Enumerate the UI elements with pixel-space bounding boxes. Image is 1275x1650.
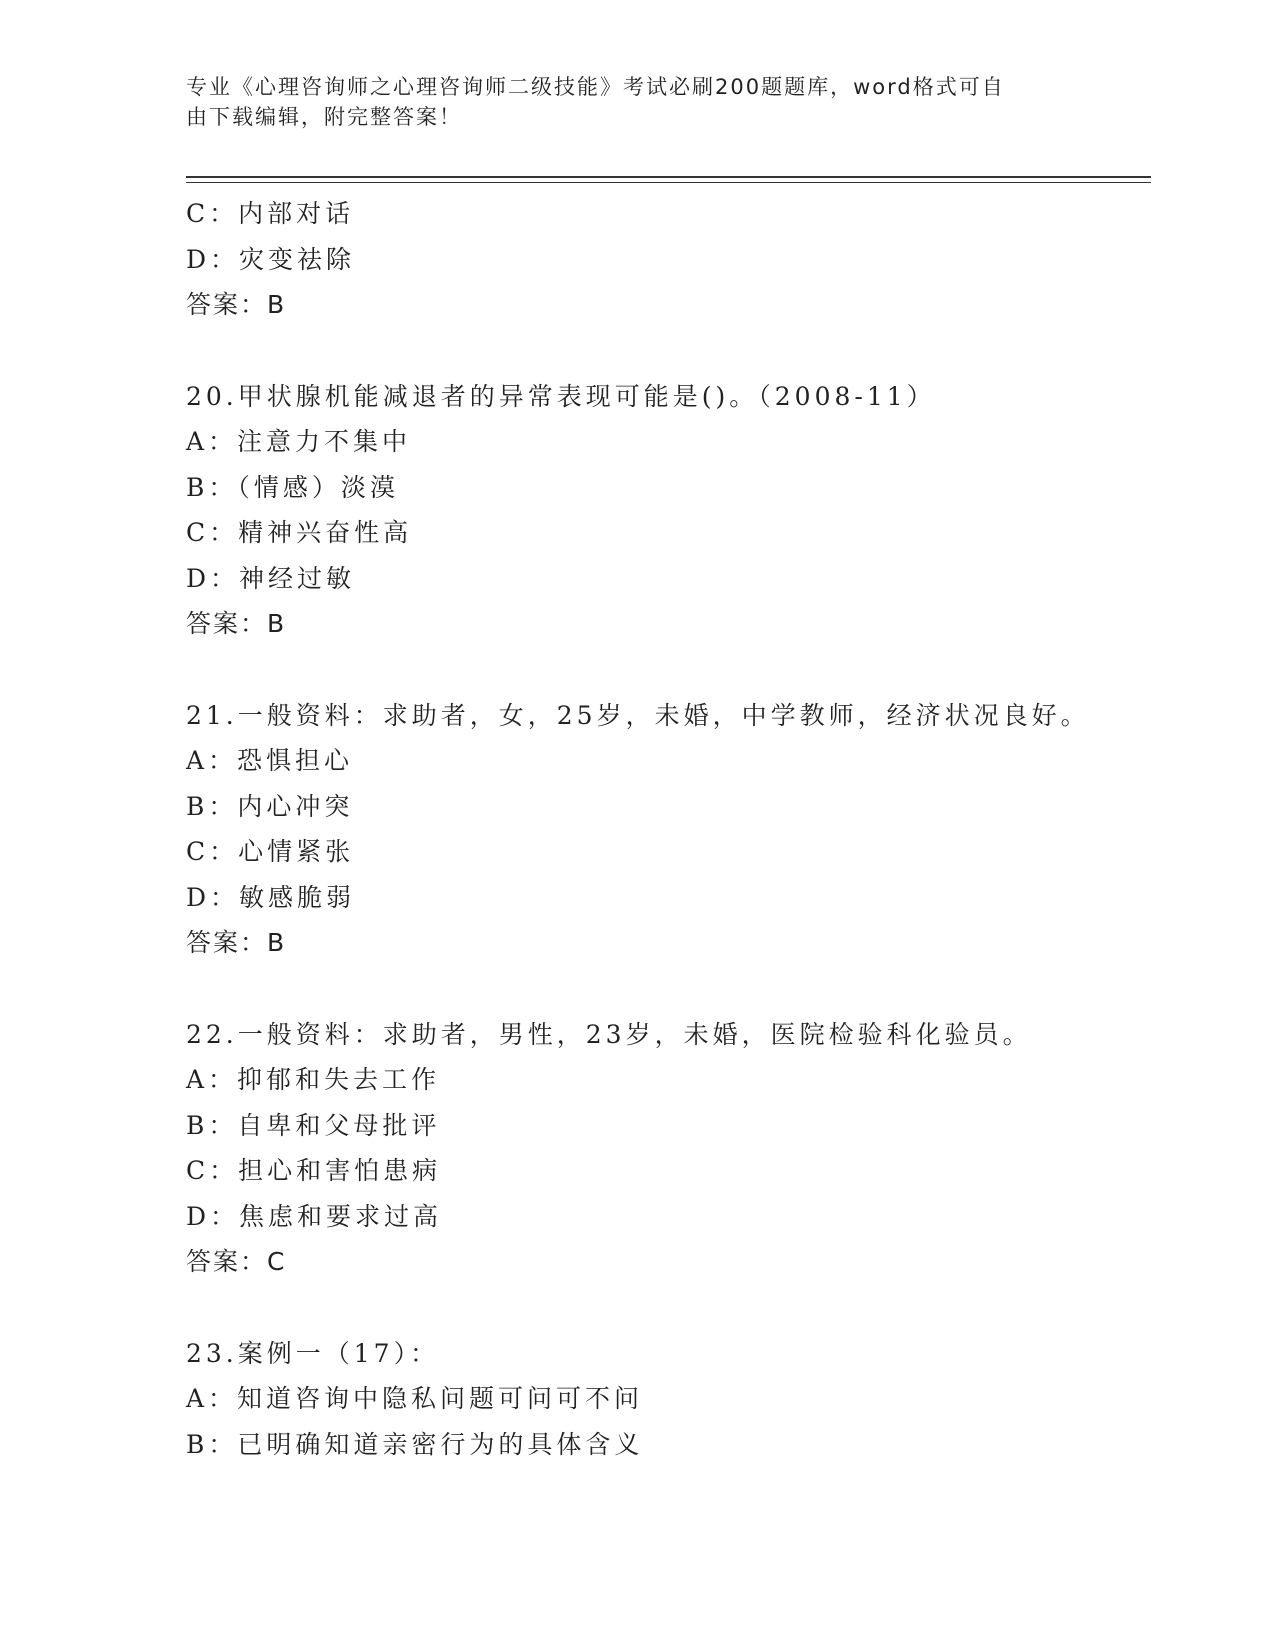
option-a: A：恐惧担心 [186, 746, 354, 775]
document-header [186, 72, 1066, 132]
option-b: B：内心冲突 [186, 791, 354, 821]
option-a: A：知道咨询中隐私问题可问可不问 [186, 1384, 644, 1413]
question-stem: 22.一般资料：求助者，男性，23岁，未婚，医院检验科化验员。 [186, 1019, 1032, 1049]
header-divider-thick [186, 176, 1151, 178]
question-stem: 20.甲状腺机能减退者的异常表现可能是()。（2008-11） [186, 381, 936, 411]
question-stem: 21.一般资料：求助者，女，25岁，未婚，中学教师，经济状况良好。 [186, 700, 1090, 730]
option-b: B：（情感）淡漠 [186, 472, 399, 502]
option-b: B：已明确知道亲密行为的具体含义 [186, 1429, 644, 1459]
option-d: D：敏感脆弱 [186, 882, 356, 912]
option-c: C：内部对话 [186, 199, 355, 228]
spacer [186, 647, 1151, 693]
question-20 [186, 374, 1151, 647]
answer-line: 答案：B [186, 609, 287, 638]
option-c: C：精神兴奋性高 [186, 518, 413, 547]
spacer [186, 1285, 1151, 1331]
option-d: D：焦虑和要求过高 [186, 1201, 443, 1231]
spacer [186, 328, 1151, 374]
answer-line: 答案：B [186, 928, 287, 957]
option-a: A：抑郁和失去工作 [186, 1065, 441, 1094]
option-c: C：担心和害怕患病 [186, 1156, 442, 1185]
option-a: A：注意力不集中 [186, 427, 412, 456]
header-divider-thin [186, 182, 1151, 183]
header-line-1: 专业《心理咨询师之心理咨询师二级技能》考试必刷200题题库，word格式可自 [186, 75, 1005, 99]
option-d: D：神经过敏 [186, 563, 356, 593]
option-b: B：自卑和父母批评 [186, 1110, 441, 1140]
question-21 [186, 693, 1151, 966]
answer-line: 答案：B [186, 290, 287, 319]
question-22 [186, 1012, 1151, 1285]
spacer [186, 966, 1151, 1012]
option-d: D：灾变祛除 [186, 244, 356, 274]
answer-line: 答案：C [186, 1247, 287, 1276]
question-stem: 23.案例一（17）： [186, 1338, 440, 1368]
header-line-2: 由下载编辑，附完整答案！ [186, 105, 462, 129]
question-23 [186, 1331, 1151, 1468]
option-c: C：心情紧张 [186, 837, 355, 866]
question-list [186, 191, 1151, 1467]
question-19-continuation [186, 191, 1151, 328]
